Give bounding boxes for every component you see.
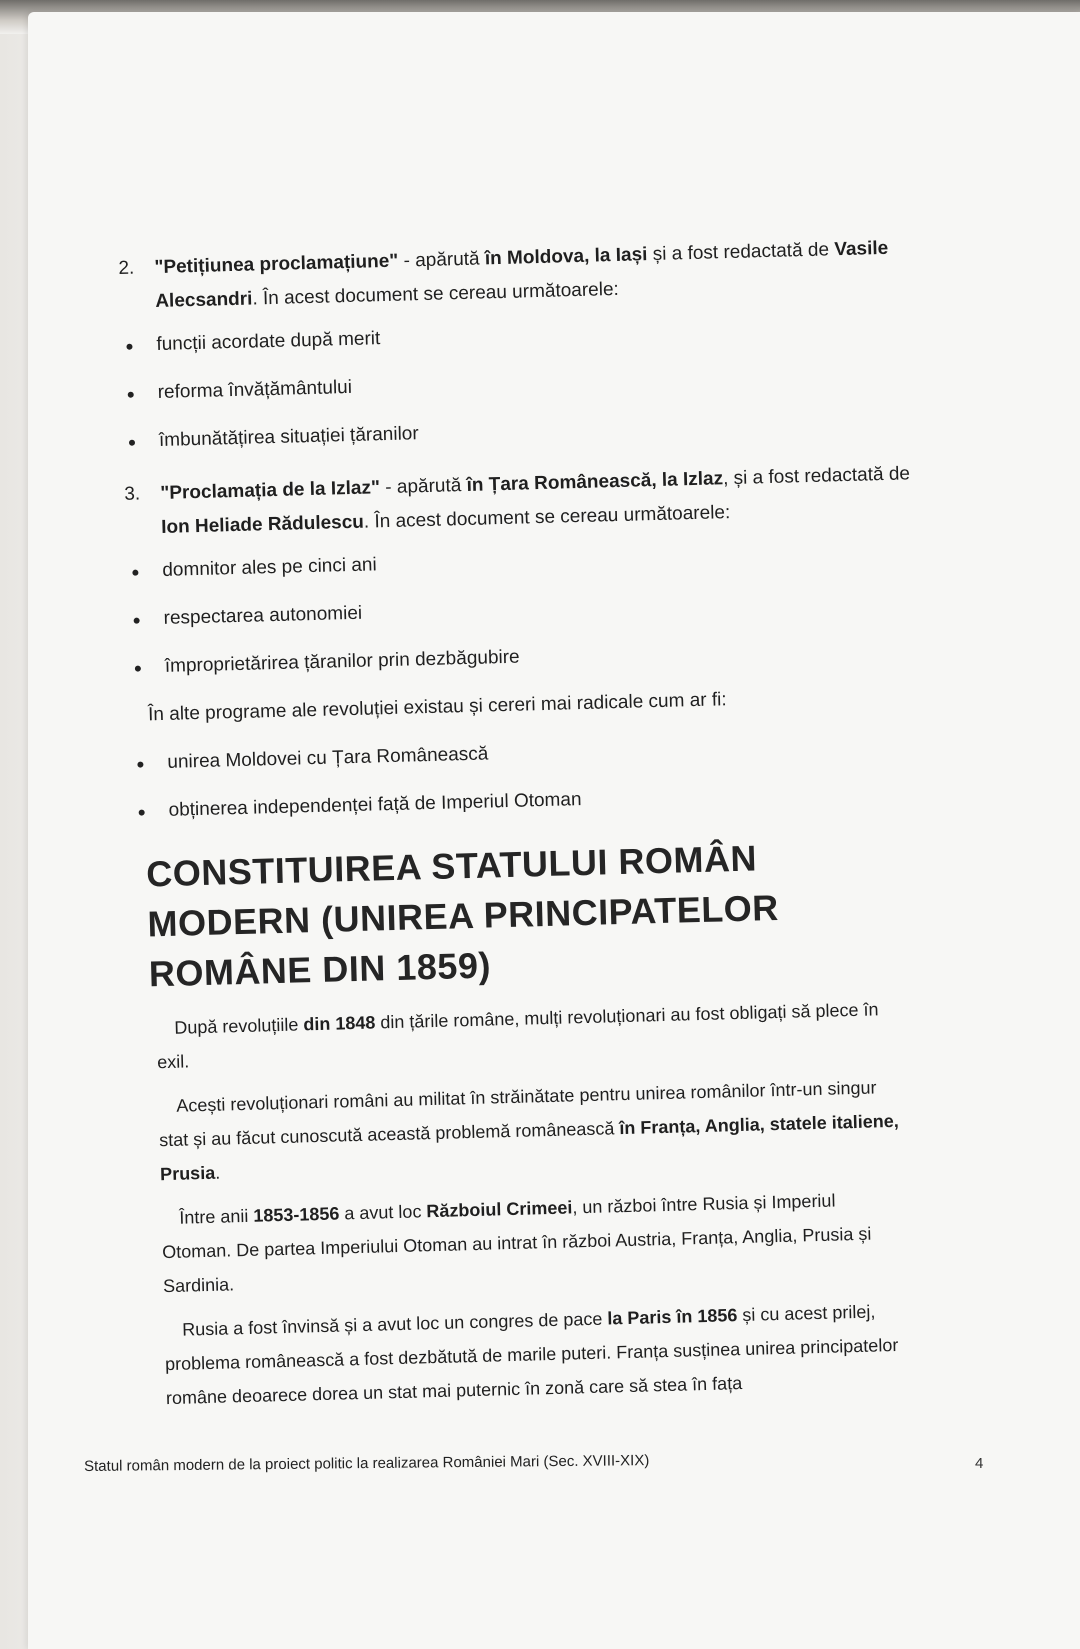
document-title: "Proclamația de la Izlaz" <box>160 477 381 504</box>
bold-text: din 1848 <box>303 1012 376 1035</box>
bold-text: 1853-1856 <box>253 1203 340 1226</box>
list-item <box>131 731 921 776</box>
author-text: Vasile Alecsandri <box>155 237 889 313</box>
list-item <box>127 587 917 632</box>
text-fragment: a avut loc <box>339 1201 427 1224</box>
author-text: Ion Heliade Rădulescu <box>160 511 365 538</box>
list-item-text: domnitor ales pe cinci ani <box>162 554 377 581</box>
page-footer: Statul român modern de la proiect politic la realizarea României Mari (Sec. XVIII-XIX) <box>84 1452 650 1475</box>
item-number: 2. <box>118 257 135 279</box>
list-item-text: unirea Moldovei cu Țara Românească <box>167 743 489 773</box>
bold-text: la Paris în 1856 <box>607 1305 738 1329</box>
text-fragment: Între anii <box>179 1205 254 1228</box>
list-item <box>132 779 922 824</box>
bold-text: Războiul Crimeei <box>426 1197 573 1222</box>
bullet-icon <box>134 618 140 624</box>
bullet-icon <box>132 570 138 576</box>
item-number: 3. <box>124 483 141 505</box>
item-2-bullets <box>120 313 913 454</box>
bold-text: în Franța, Anglia, statele italiene, Prusia <box>159 1110 899 1185</box>
list-item-text: reforma învățământului <box>157 376 353 404</box>
paragraph-revolutionaries <box>158 1070 900 1191</box>
text-fragment: Rusia a fost învinsă și a avut loc un congres de pace <box>181 1308 608 1340</box>
text-fragment: . În acest document se cereau următoarele: <box>363 502 731 533</box>
section-title <box>146 829 928 999</box>
list-item <box>121 361 911 406</box>
place-text: în Țara Românească, la Izlaz <box>466 468 724 496</box>
list-item-text: îmbunătățirea situației țăranilor <box>158 423 419 451</box>
list-item <box>129 635 919 680</box>
item-3-heading <box>124 457 916 546</box>
other-programs-bullets <box>131 731 923 824</box>
page-content <box>118 231 938 1425</box>
place-text: în Moldova, la Iași <box>484 244 648 270</box>
page-number: 4 <box>975 1455 984 1472</box>
other-programs-intro: În alte programe ale revoluției existau și cereri mai radicale cum ar fi: <box>147 689 727 726</box>
bullet-icon <box>126 344 132 350</box>
item-3-bullets <box>126 539 919 680</box>
section-title-line: ROMÂNE DIN 1859) <box>148 944 492 995</box>
text-fragment: și a fost redactată de <box>647 239 835 266</box>
text-fragment: - apărută <box>379 474 467 499</box>
document-title: "Petițiunea proclamațiune" <box>154 250 399 279</box>
list-item-text: respectarea autonomiei <box>163 602 363 629</box>
text-fragment: - apărută <box>398 248 486 272</box>
list-item-text: funcții acordate după merit <box>156 328 381 356</box>
bullet-icon <box>129 440 135 446</box>
text-fragment: . În acest document se cereau următoarele: <box>252 278 620 310</box>
list-item <box>120 313 910 358</box>
text-fragment: , și a fost redactată de <box>722 463 911 490</box>
list-item <box>126 539 916 584</box>
list-item <box>123 409 913 454</box>
bullet-icon <box>135 666 141 672</box>
paragraph-paris-congress <box>164 1294 906 1415</box>
text-fragment: Acești revoluționari români au militat în străinătate pentru unirea românilor într-un singur stat și au făcut cunoscută această problemă românească <box>159 1077 877 1151</box>
text-fragment: și cu acest prilej, problema românească a fost dezbătută de marile puteri. Franța susținea unirea principatelor române deoarece dorea un stat mai puternic în zonă care să stea în fața <box>164 1301 899 1409</box>
text-fragment: din țările române, mulți revoluționari au fost obligați să plece în exil. <box>156 999 879 1073</box>
text-fragment: După revoluțiile <box>174 1014 304 1038</box>
paragraph-exile <box>156 992 898 1079</box>
bullet-icon <box>139 809 145 815</box>
list-item-text: împroprietărirea țăranilor prin dezbăgubire <box>164 646 520 677</box>
section-title-line: MODERN (UNIREA PRINCIPATELOR <box>147 886 780 945</box>
paragraph-crimean-war <box>161 1182 903 1303</box>
text-fragment: , un război între Rusia și Imperiul Otoman. De partea Imperiului Otoman au intrat în război Austria, Franța, Anglia, Prusia și Sardinia. <box>161 1190 872 1297</box>
bullet-icon <box>128 392 134 398</box>
text-fragment: . <box>214 1162 221 1183</box>
section-title-line: CONSTITUIREA STATULUI ROMÂN <box>145 837 758 895</box>
list-item-text: obținerea independenței față de Imperiul Otoman <box>168 789 582 821</box>
bullet-icon <box>137 762 143 768</box>
